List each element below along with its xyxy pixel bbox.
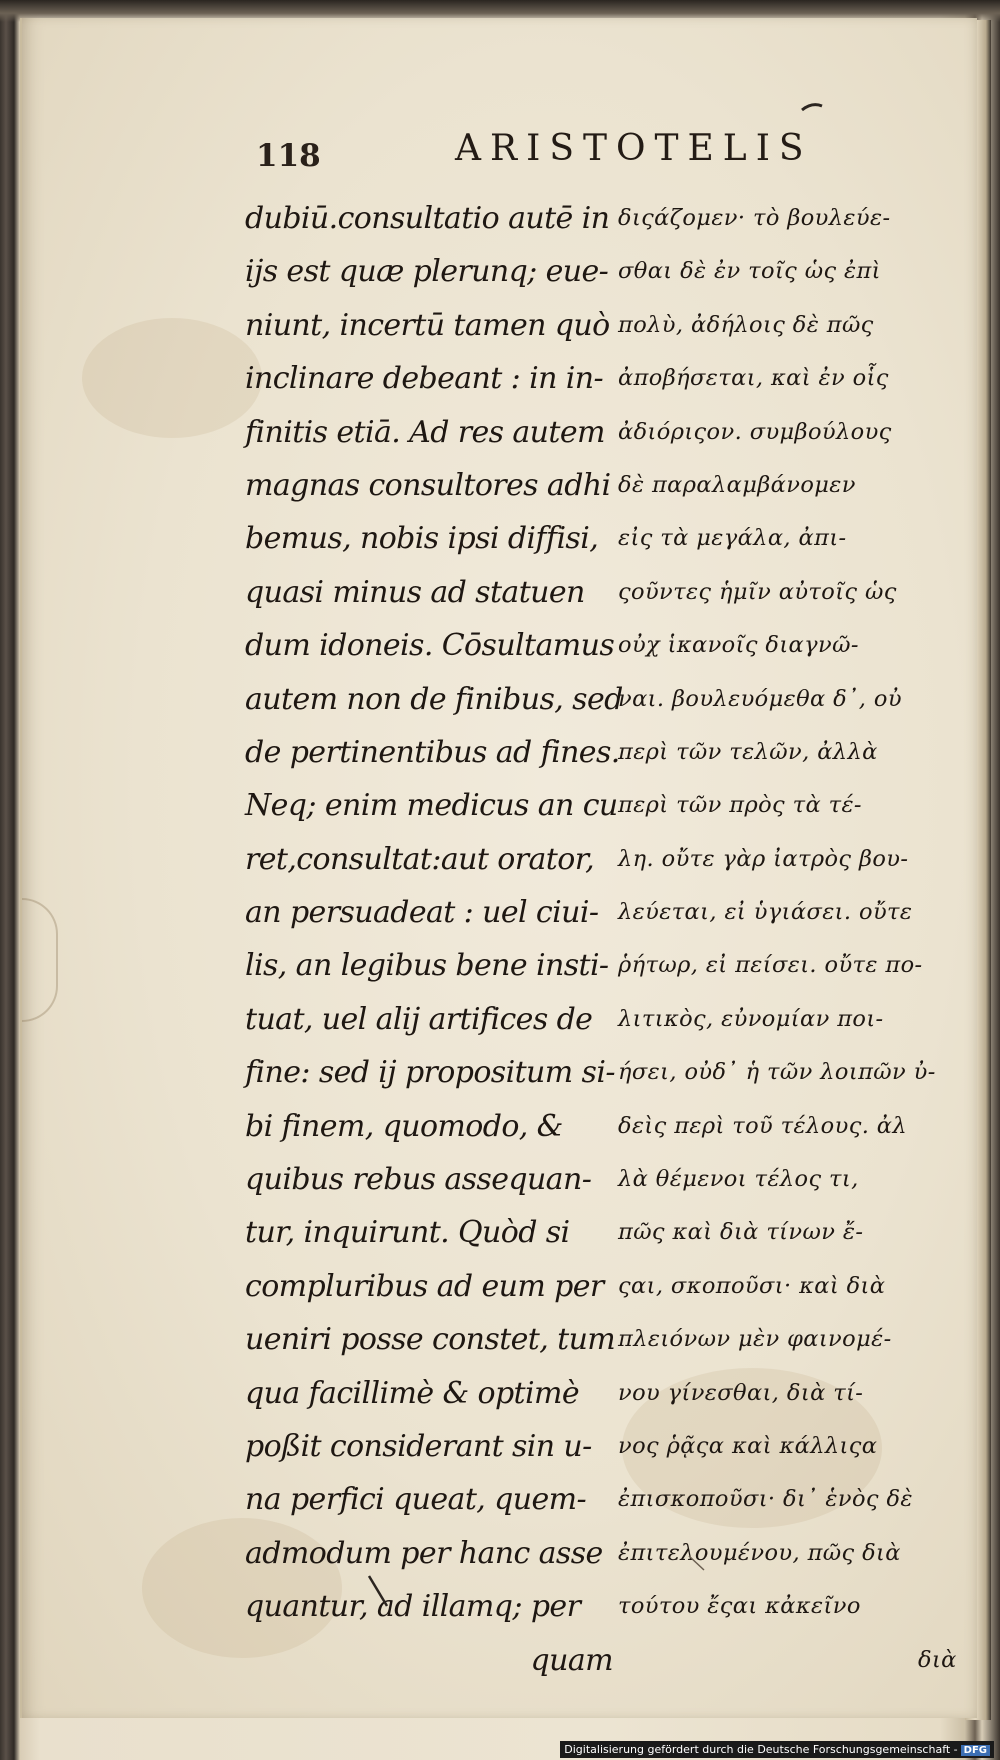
text-line: τούτου ἔςαι κἀκεῖνο <box>618 1593 861 1620</box>
text-line: οὐχ ἱκανοῖς διαγνῶ- <box>618 632 859 659</box>
catchword: quam <box>530 1642 613 1678</box>
text-line: δὲ παραλαμβάνομεν <box>618 471 856 498</box>
text-line: λεύεται, εἰ ὑγιάσει. οὔτε <box>618 899 913 926</box>
text-line: bemus, nobis ipsi diffisi, <box>245 521 599 557</box>
text-line: na perfici queat, quem- <box>245 1482 587 1518</box>
text-line: ςαι, σκοποῦσι· καὶ διὰ <box>618 1272 886 1299</box>
page-number: 118 <box>256 138 321 174</box>
text-line: finitis etiā. Ad res autem <box>245 414 605 450</box>
text-line: εἰς τὰ μεγάλα, ἀπι- <box>618 525 847 552</box>
text-line: tur, inquirunt. Quòd si <box>245 1215 570 1251</box>
text-line: ἐπισκοποῦσι· δι᾽ ἑνὸς δὲ <box>618 1486 913 1513</box>
text-line: bi finem, quomodo, & <box>245 1108 563 1144</box>
text-line: ret,consultat:aut orator, <box>245 841 595 877</box>
text-line: de pertinentibus ad fines. <box>245 734 620 770</box>
text-line: ςοῦντες ἡμῖν αὐτοῖς ὡς <box>618 578 897 605</box>
text-line: inclinare debeant : in in- <box>245 361 604 397</box>
text-line: πολὺ, ἀδήλοις δὲ πῶς <box>618 311 874 338</box>
ink-mark <box>365 1572 395 1612</box>
text-line: tuat, uel alij artifices de <box>245 1001 593 1037</box>
text-line: ἐπιτελουμένου, πῶς διὰ <box>618 1539 901 1566</box>
text-line: compluribus ad eum per <box>245 1268 604 1304</box>
text-line: quibus rebus assequan- <box>245 1162 592 1198</box>
text-line: νου γίνεσθαι, διὰ τί- <box>618 1379 864 1406</box>
text-line: fine: sed ij propositum si- <box>245 1055 615 1091</box>
paper-stain <box>82 318 262 438</box>
text-line: dubiū.consultatio autē in <box>245 201 610 236</box>
text-line: ἀδιόριςον. συμβούλους <box>618 418 892 445</box>
text-line: admodum per hanc asse <box>245 1535 603 1571</box>
text-line: διςάζομεν· τὸ βουλεύε- <box>618 205 891 231</box>
text-line: πλειόνων μὲν φαινομέ- <box>618 1326 892 1353</box>
text-line: lis, an legibus bene insti- <box>245 948 609 984</box>
text-line: λὰ θέμενοι τέλος τι, <box>618 1166 859 1193</box>
ink-mark <box>686 1552 710 1576</box>
text-line: Neq; enim medicus an cu <box>245 788 618 824</box>
text-line: quantur, ad illamq; per <box>245 1589 581 1625</box>
text-line: qua facillimè & optimè <box>245 1375 580 1411</box>
digitization-credit <box>560 1741 994 1758</box>
text-line: ijs est quæ plerunq; eue- <box>245 254 609 290</box>
dfg-logo: DFG <box>961 1745 990 1756</box>
text-line: magnas consultores adhi <box>245 467 611 503</box>
latin-text-column <box>245 192 625 1687</box>
text-line: πῶς καὶ διὰ τίνων ἔ- <box>618 1219 864 1246</box>
text-line: ήσει, οὐδ᾽ ἡ τῶν λοιπῶν ὐ- <box>618 1059 936 1086</box>
text-line: autem non de finibus, sed <box>245 681 623 717</box>
credit-text: Digitalisierung gefördert durch die Deutsche Forschungsgemeinschaft - <box>564 1743 958 1756</box>
text-line: poßit considerant sin u- <box>245 1428 592 1464</box>
text-line: quasi minus ad statuen <box>245 574 585 610</box>
text-line: λη. οὔτε γὰρ ἰατρὸς βου- <box>618 845 909 872</box>
text-line: σθαι δὲ ἐν τοῖς ὡς ἐπὶ <box>618 258 881 285</box>
text-line: νος ῥᾷςα καὶ κάλλιςα <box>618 1432 878 1459</box>
text-line: περὶ τῶν πρὸς τὰ τέ- <box>618 792 862 819</box>
page-crease <box>22 898 58 1022</box>
text-line: ναι. βουλευόμεθα δ᾽, οὐ <box>618 685 902 712</box>
running-title: ARISTOTELIS <box>455 128 813 169</box>
text-line: ueniri posse constet, tum <box>245 1322 616 1358</box>
catchword: διὰ <box>918 1646 957 1673</box>
greek-text-column <box>618 192 957 1687</box>
text-line: ῥήτωρ, εἰ πείσει. οὔτε πο- <box>618 952 923 979</box>
text-line: an persuadeat : uel ciui- <box>245 895 599 931</box>
text-line: dum idoneis. Cōsultamus <box>245 628 615 664</box>
text-line: περὶ τῶν τελῶν, ἀλλὰ <box>618 738 878 765</box>
text-line: ἀποβήσεται, καὶ ἐν οἷς <box>618 365 889 392</box>
ink-mark <box>800 100 824 114</box>
text-line: δεὶς περὶ τοῦ τέλους. ἀλ <box>618 1112 908 1139</box>
text-line: niunt, incertū tamen quò <box>245 307 610 343</box>
text-line: λιτικὸς, εὐνομίαν ποι- <box>618 1005 884 1032</box>
